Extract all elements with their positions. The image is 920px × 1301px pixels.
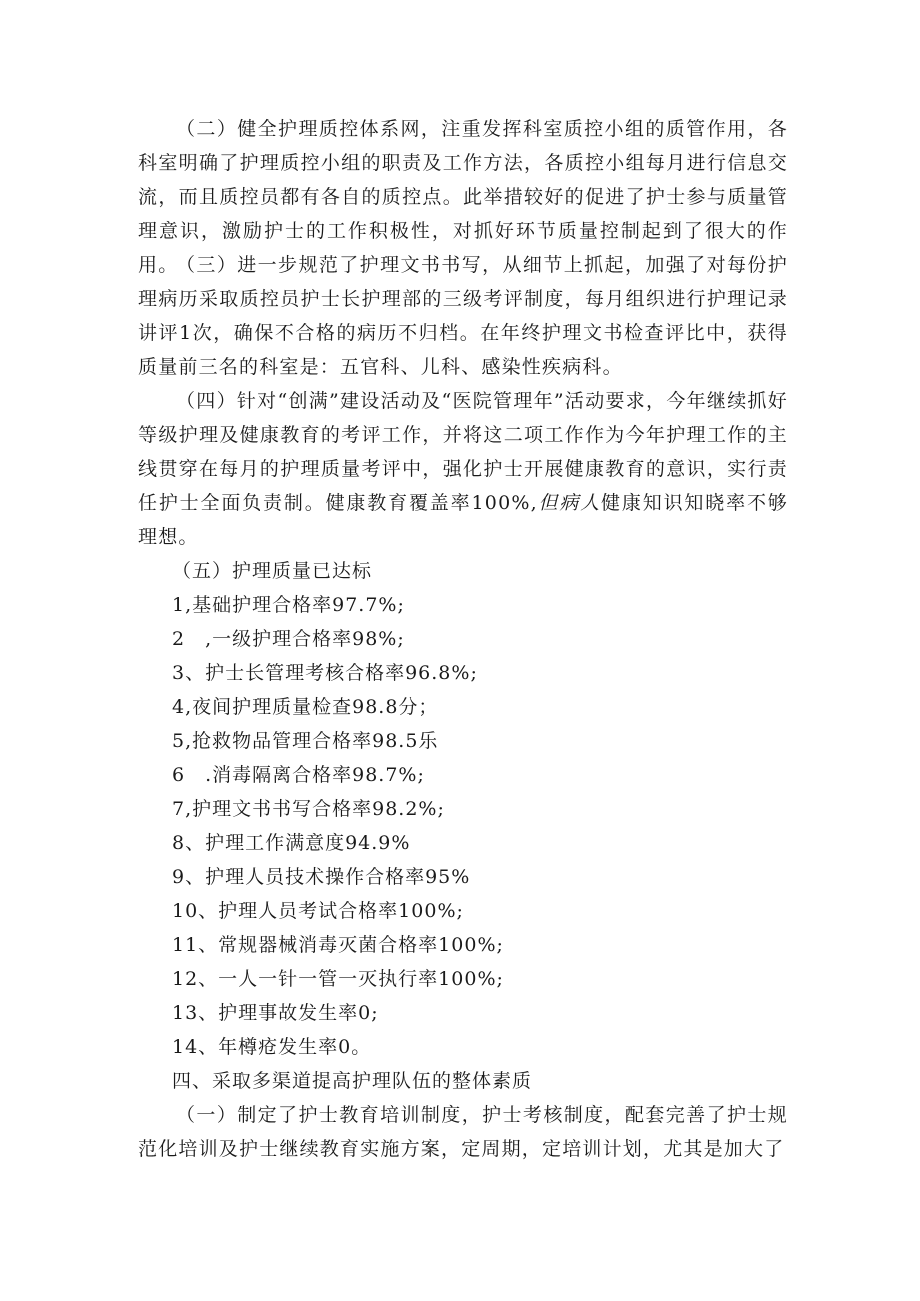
list-item: 2 ,一级护理合格率98%; bbox=[172, 628, 405, 650]
paragraph-training-system: （一）制定了护士教育培训制度，护士考核制度，配套完善了护士规范化培训及护士继续教育实施方案，定周期，定培训计划，尤其是加大了 bbox=[138, 1104, 788, 1160]
paragraph-health-education-emphasis: 但病人 bbox=[537, 492, 602, 514]
list-item: 10、护理人员考试合格率100%; bbox=[172, 900, 464, 922]
section-heading-quality-targets: （五）护理质量已达标 bbox=[172, 560, 373, 582]
list-item: 11、常规器械消毒灭菌合格率100%; bbox=[172, 934, 504, 956]
list-item: 7,护理文书书写合格率98.2%; bbox=[172, 798, 445, 820]
list-item: 1,基础护理合格率97.7%; bbox=[172, 594, 405, 616]
paragraph-nursing-documents: （三）进一步规范了护理文书书写，从细节上抓起，加强了对每份护理病历采取质控员护士长护理部的三级考评制度，每月组织进行护理记录讲评1次，确保不合格的病历不归档。在年终护理文书检查评比中，获得质量前三名的科室是：五官科、儿科、感染性疾病科。 bbox=[138, 254, 788, 378]
list-item: 14、年樽疮发生率0。 bbox=[172, 1036, 372, 1058]
list-item: 9、护理人员技术操作合格率95% bbox=[172, 866, 471, 888]
paragraph-health-education-part-a: （四）针对“创满”建设活动及“医院管理年”活动要求，今年继续抓好等级护理及健康教育的考评工作，并将这二项工作作为今年护理工作的主线贯穿在每月的护理质量考评中，强化护士开展健康教育的意识，实行责任护士全面负责制。健康教育覆盖率100%, bbox=[138, 390, 788, 514]
list-item: 8、护理工作满意度94.9% bbox=[172, 832, 411, 854]
list-item: 5,抢救物品管理合格率98.5乐 bbox=[172, 730, 439, 752]
paragraph-quality-control-network: （二）健全护理质控体系网，注重发挥科室质控小组的质管作用，各科室明确了护理质控小组的职责及工作方法，各质控小组每月进行信息交流，而且质控员都有各自的质控点。此举措较好的促进了护士参与质量管理意识，激励护士的工作积极性，对抓好环节质量控制起到了很大的作用。 bbox=[138, 118, 788, 276]
list-item: 13、护理事故发生率0; bbox=[172, 1002, 379, 1024]
paragraph-health-education-part-b: 健康知识知晓率不够理想。 bbox=[138, 492, 788, 548]
list-item: 3、护士长管理考核合格率96.8%; bbox=[172, 662, 478, 684]
paragraph-health-education bbox=[138, 384, 788, 554]
list-item: 6 .消毒隔离合格率98.7%; bbox=[172, 764, 425, 786]
list-item: 4,夜间护理质量检查98.8分； bbox=[172, 696, 439, 718]
section-heading-team-quality: 四、采取多渠道提高护理队伍的整体素质 bbox=[172, 1070, 533, 1092]
list-item: 12、一人一针一管一灭执行率100%; bbox=[172, 968, 504, 990]
